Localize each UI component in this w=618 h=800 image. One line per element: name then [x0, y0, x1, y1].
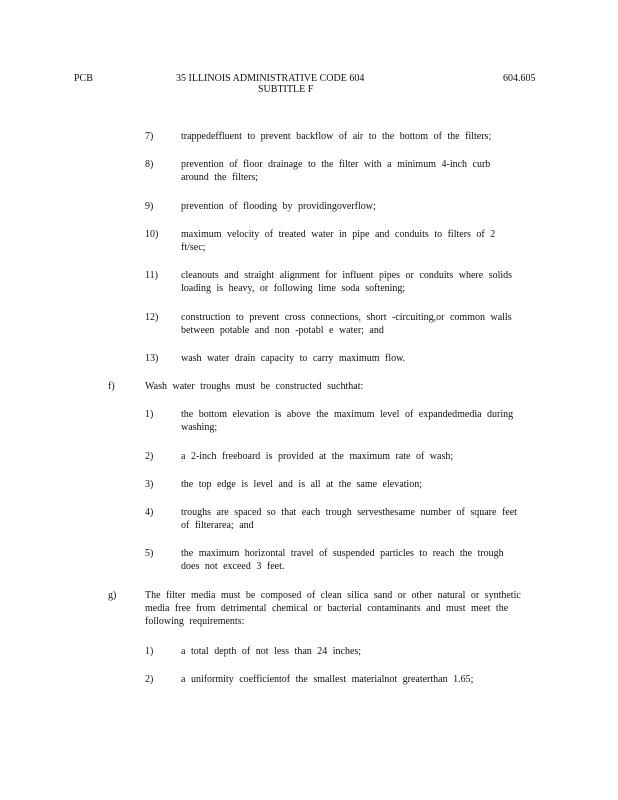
item-text: a uniformity coefficientof the smallest materialnot greaterthan 1.65;: [181, 674, 474, 685]
item-number: 1): [145, 646, 154, 657]
item-text: a 2-inch freeboard is provided at the maximum rate of wash;: [181, 451, 454, 462]
item-number: 8): [145, 159, 154, 170]
item-text: maximum velocity of treated water in pipe and conduits to filters of 2 ft/sec;: [181, 229, 496, 253]
item-text: a total depth of not less than 24 inches;: [181, 646, 362, 657]
header-title-line1: 35 ILLINOIS ADMINISTRATIVE CODE 604: [176, 73, 365, 84]
section-number: f): [108, 381, 115, 392]
item-text: prevention of floor drainage to the filter with a minimum 4-inch curb around the filters;: [181, 159, 491, 183]
item-text: wash water drain capacity to carry maximum flow.: [181, 353, 406, 364]
item-number: 5): [145, 548, 154, 559]
section-text: The filter media must be composed of clean silica sand or other natural or synthetic media free from detrimental chemical or bacterial contaminants and must meet the following requirements:: [145, 590, 521, 627]
item-number: 3): [145, 479, 154, 490]
item-number: 2): [145, 674, 154, 685]
item-number: 4): [145, 507, 154, 518]
item-number: 11): [145, 270, 158, 281]
item-text: the bottom elevation is above the maximum level of expandedmedia during washing;: [181, 409, 514, 433]
header-left: PCB: [74, 73, 93, 84]
item-text: troughs are spaced so that each trough servesthesame number of square feet of filterarea; and: [181, 507, 517, 531]
item-text: construction to prevent cross connections, short -circuiting,or common walls between potable and non -potabl e water; and: [181, 312, 512, 336]
item-text: cleanouts and straight alignment for influent pipes or conduits where solids loading is heavy, or following lime soda softening;: [181, 270, 513, 294]
item-text: the maximum horizontal travel of suspended particles to reach the trough does not exceed 3 feet.: [181, 548, 504, 572]
header-title-line2: SUBTITLE F: [258, 84, 314, 95]
header-center: [176, 73, 426, 95]
item-number: 10): [145, 229, 159, 240]
item-text: prevention of flooding by providingoverflow;: [181, 201, 376, 212]
item-number: 12): [145, 312, 159, 323]
item-text: the top edge is level and is all at the same elevation;: [181, 479, 422, 490]
item-number: 9): [145, 201, 154, 212]
section-number: g): [108, 590, 117, 601]
item-number: 2): [145, 451, 154, 462]
section-text: Wash water troughs must be constructed suchthat:: [145, 381, 364, 392]
item-number: 7): [145, 131, 154, 142]
item-text: trappedeffluent to prevent backflow of air to the bottom of the filters;: [181, 131, 492, 142]
item-number: 13): [145, 353, 159, 364]
header-right: 604.605: [503, 73, 536, 84]
item-number: 1): [145, 409, 154, 420]
